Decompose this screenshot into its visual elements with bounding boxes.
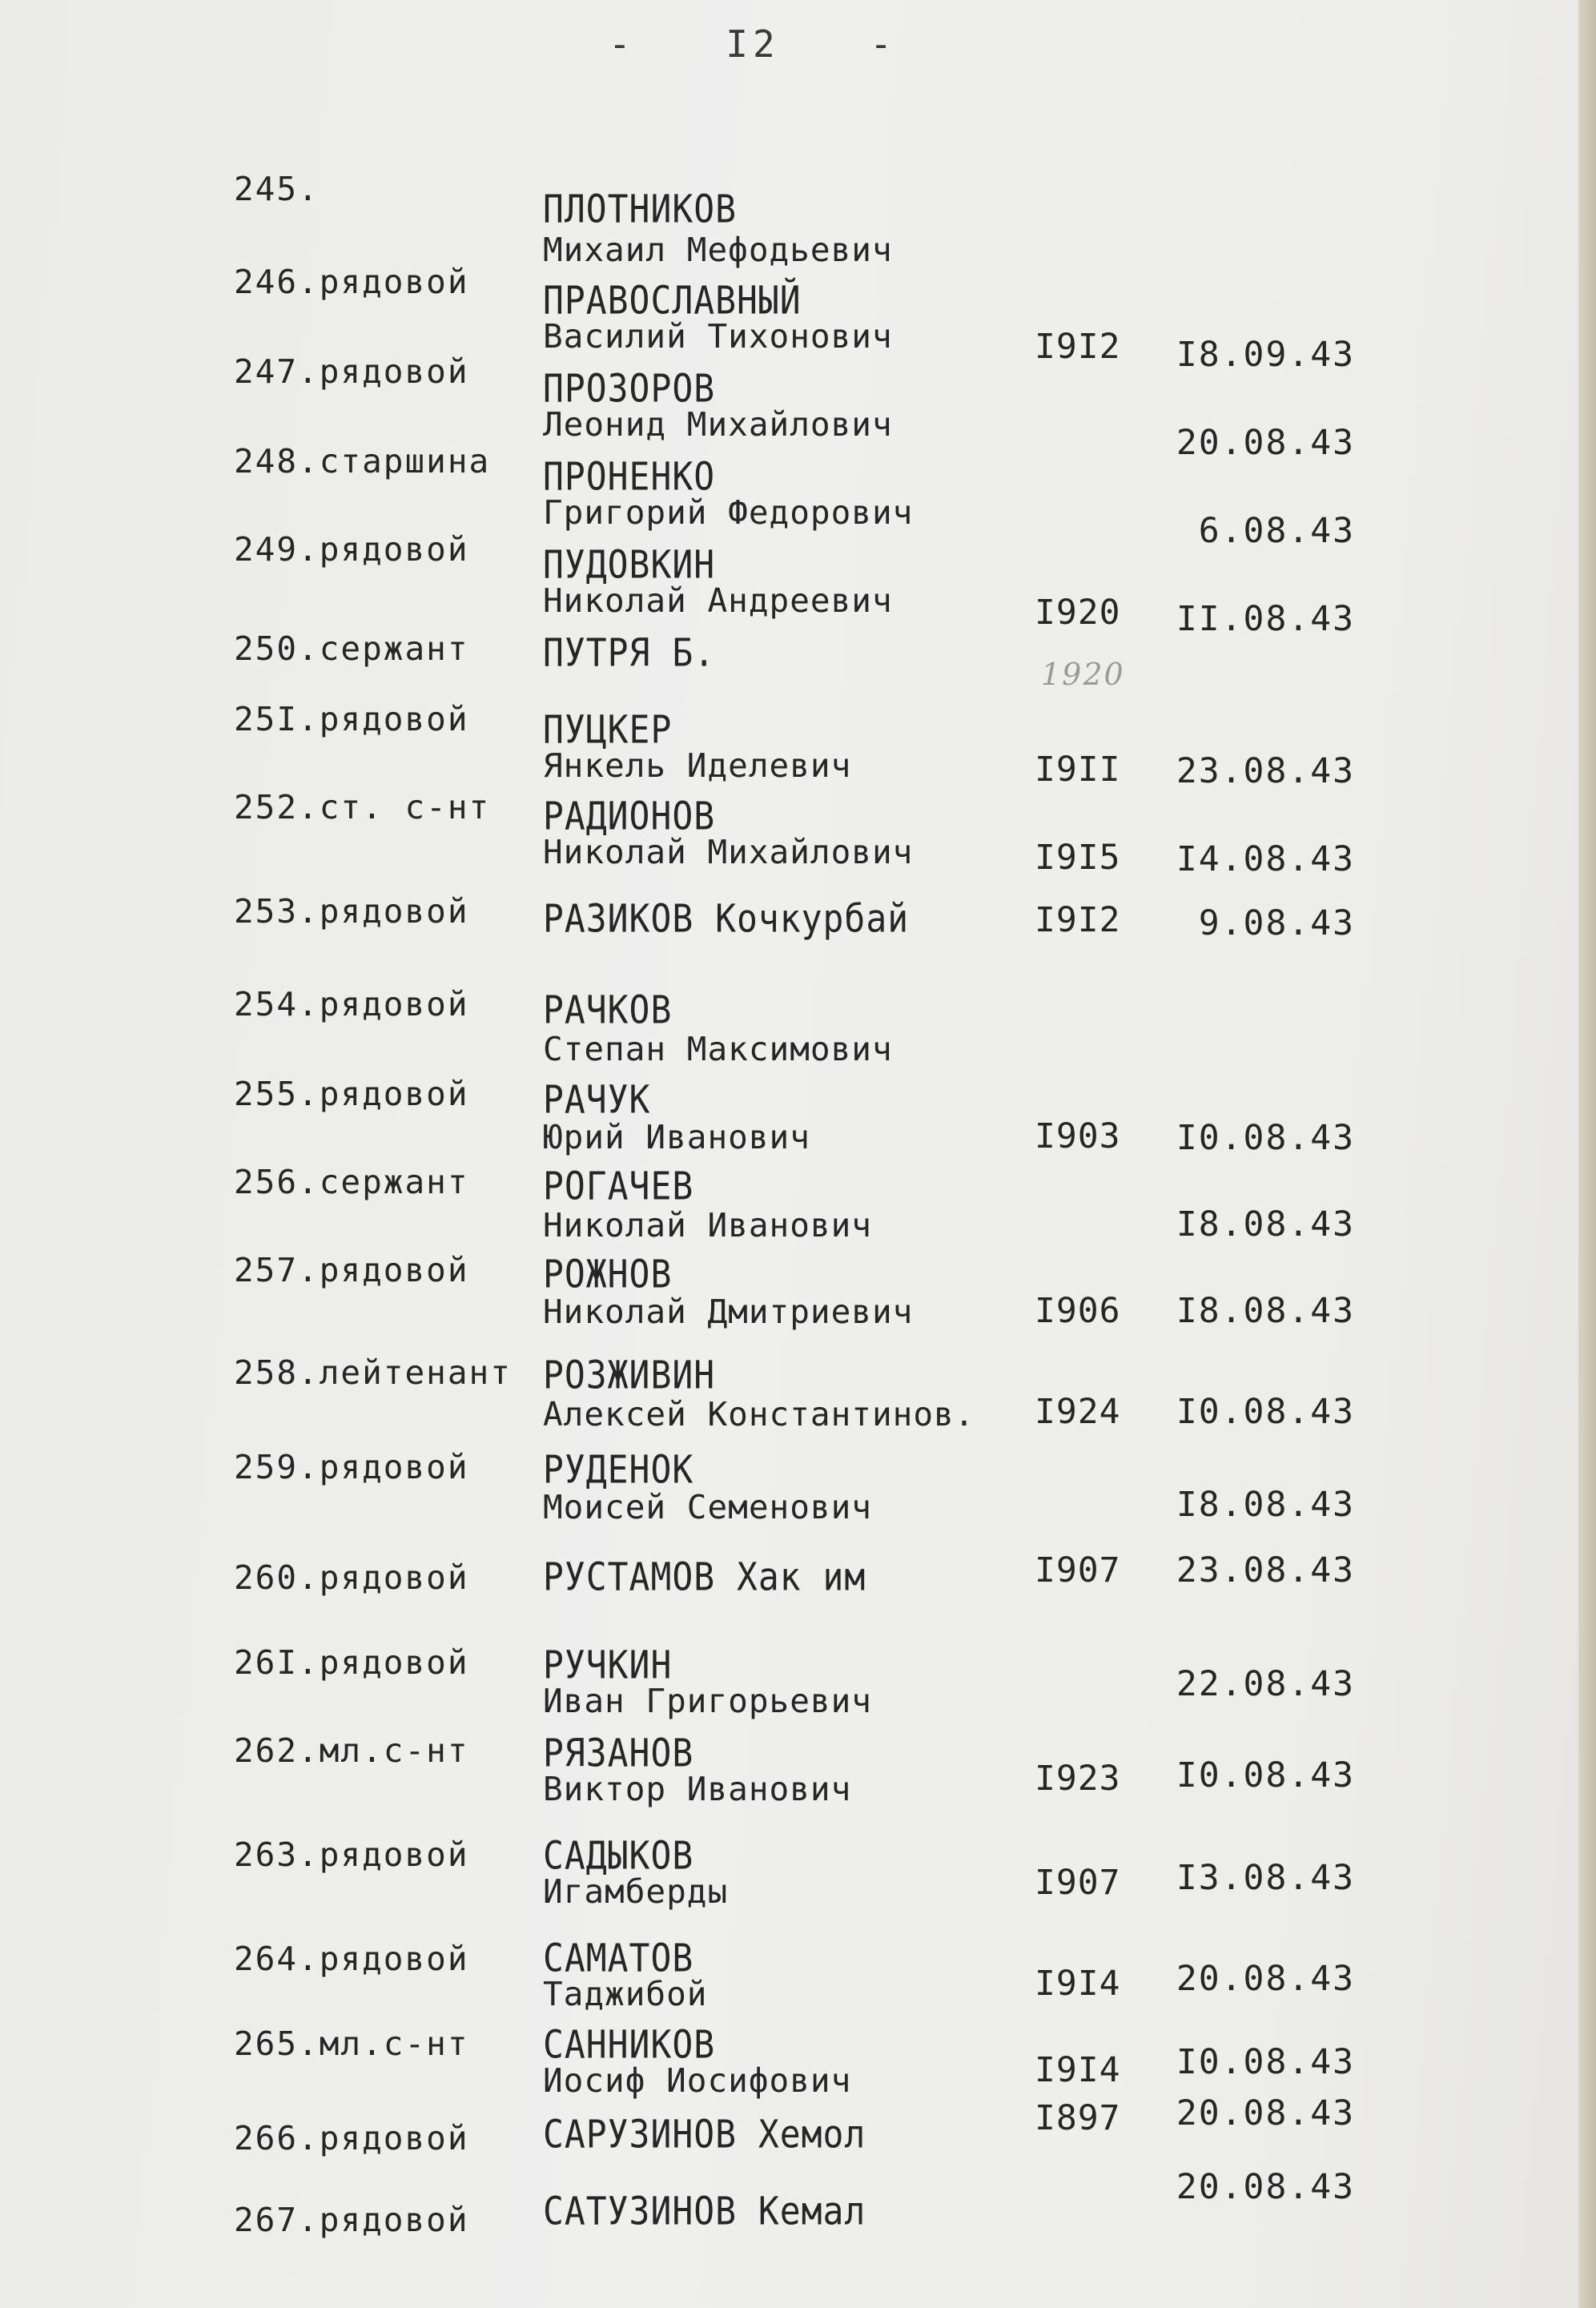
record-date: 23.08.43	[1176, 1550, 1355, 1590]
record-surname: ПУЦКЕР	[543, 708, 673, 753]
record-rank: рядовой	[319, 352, 469, 391]
record-rank: рядовой	[319, 1643, 469, 1682]
record-number: 255.	[234, 1075, 320, 1113]
page-number-dash-right: -	[870, 22, 897, 66]
record-rank: рядовой	[319, 985, 469, 1023]
record-surname: РУСТАМОВ Хак им	[543, 1555, 866, 1600]
record-number-rank	[234, 1075, 469, 1113]
page-number-dash-left: -	[609, 22, 636, 66]
record-number: 248.	[234, 442, 320, 480]
record-row	[0, 1163, 1596, 1251]
record-number: 246.	[234, 263, 320, 301]
record-given-names: Янкель Иделевич	[543, 746, 852, 785]
record-given-names: Николай Михайлович	[543, 833, 914, 871]
record-number-rank	[234, 1940, 469, 1978]
record-row	[0, 1731, 1596, 1819]
record-surname: ПУДОВКИН	[543, 543, 716, 588]
record-number: 260.	[234, 1558, 320, 1597]
record-number-rank	[234, 2025, 469, 2063]
record-row	[0, 1251, 1596, 1339]
record-surname: РОГАЧЕВ	[543, 1164, 694, 1209]
record-date: 20.08.43	[1176, 423, 1355, 463]
record-rank: рядовой	[319, 1448, 469, 1486]
record-date: 20.08.43	[1176, 2093, 1355, 2133]
record-rank: рядовой	[319, 1075, 469, 1113]
record-date: 20.08.43	[1176, 2167, 1355, 2207]
record-surname: САМАТОВ	[543, 1936, 694, 1981]
record-rank: рядовой	[319, 1558, 469, 1597]
record-number-rank	[234, 629, 469, 668]
record-number-rank	[234, 892, 469, 931]
record-given-names: Николай Иванович	[543, 1206, 872, 1244]
record-given-names: Николай Дмитриевич	[543, 1293, 914, 1331]
record-row	[0, 700, 1596, 791]
record-date: 6.08.43	[1198, 511, 1355, 551]
record-surname: ПРОЗОРОВ	[543, 367, 716, 412]
record-birth-year: I9I2	[1035, 900, 1121, 940]
record-surname: РОЗЖИВИН	[543, 1353, 716, 1398]
record-given-names: Виктор Иванович	[543, 1770, 852, 1808]
record-number: 265.	[234, 2025, 320, 2063]
record-date: 9.08.43	[1198, 903, 1355, 943]
record-rank: сержант	[319, 1163, 469, 1201]
record-birth-year: I923	[1035, 1759, 1121, 1799]
record-rank: рядовой	[319, 530, 469, 569]
record-birth-year: I907	[1035, 1863, 1121, 1903]
record-given-names: Алексей Константинов.	[543, 1395, 975, 1433]
page-number: I2	[726, 22, 780, 66]
record-number: 245.	[234, 170, 320, 208]
record-rank: рядовой	[319, 1251, 469, 1289]
record-date: I0.08.43	[1176, 2042, 1355, 2082]
record-date: I8.08.43	[1176, 1204, 1355, 1244]
record-surname: РАЗИКОВ Кочкурбай	[543, 897, 910, 942]
record-rank: рядовой	[319, 1940, 469, 1978]
record-date: I8.08.43	[1176, 1485, 1355, 1525]
record-surname: ПРАВОСЛАВНЫЙ	[543, 279, 802, 324]
record-rank: рядовой	[319, 700, 469, 738]
record-number-rank	[234, 2119, 469, 2157]
record-row	[0, 985, 1596, 1073]
record-surname: РУЧКИН	[543, 1643, 673, 1688]
record-birth-year: I9I4	[1035, 2050, 1121, 2090]
record-surname: РАЧУК	[543, 1078, 651, 1123]
record-number-rank	[234, 530, 469, 569]
record-number-rank	[234, 1731, 469, 1770]
record-given-names: Таджибой	[543, 1975, 708, 2013]
record-number: 252.	[234, 788, 320, 826]
record-row	[0, 1353, 1596, 1441]
record-date: I8.09.43	[1176, 335, 1355, 375]
record-number: 256.	[234, 1163, 320, 1201]
record-rank: старшина	[319, 442, 491, 480]
record-row	[0, 1550, 1596, 1639]
record-surname: САРУЗИНОВ Хемол	[543, 2113, 866, 2157]
record-number: 253.	[234, 892, 320, 931]
record-surname: ПУТРЯ Б.	[543, 631, 716, 676]
record-given-names: Моисей Семенович	[543, 1488, 872, 1526]
record-birth-year: I9I5	[1035, 838, 1121, 878]
record-number: 25I.	[234, 700, 320, 738]
record-surname: РУДЕНОК	[543, 1448, 694, 1493]
record-rank: сержант	[319, 629, 469, 668]
record-given-names: Иосиф Иосифович	[543, 2061, 852, 2100]
record-number: 249.	[234, 530, 320, 569]
record-birth-year: I906	[1035, 1291, 1121, 1331]
record-birth-year: I907	[1035, 1550, 1121, 1590]
record-rank: рядовой	[319, 2119, 469, 2157]
record-number-rank	[234, 1643, 469, 1682]
record-given-names: Игамберды	[543, 1872, 729, 1911]
record-given-names: Михаил Мефодьевич	[543, 231, 893, 269]
record-date: I4.08.43	[1176, 839, 1355, 879]
record-date: I0.08.43	[1176, 1392, 1355, 1432]
record-row	[0, 2167, 1596, 2255]
record-number: 257.	[234, 1251, 320, 1289]
record-birth-year: I920	[1035, 593, 1121, 633]
record-row	[0, 892, 1596, 980]
record-number: 259.	[234, 1448, 320, 1486]
record-rank: рядовой	[319, 892, 469, 931]
record-number-rank	[234, 788, 490, 826]
record-row	[0, 1075, 1596, 1163]
record-number-rank	[234, 1353, 512, 1392]
record-birth-year: I9II	[1035, 750, 1121, 790]
record-number: 250.	[234, 629, 320, 668]
record-surname: РОЖНОВ	[543, 1253, 673, 1297]
record-birth-year: I903	[1035, 1116, 1121, 1156]
record-given-names: Юрий Иванович	[543, 1118, 810, 1156]
record-given-names: Григорий Федорович	[543, 493, 914, 532]
record-rank: лейтенант	[319, 1353, 512, 1392]
record-rank: мл.с-нт	[319, 1731, 469, 1770]
page-number-header	[609, 22, 897, 66]
record-date: I3.08.43	[1176, 1858, 1355, 1898]
record-row	[0, 1836, 1596, 1924]
record-number: 266.	[234, 2119, 320, 2157]
record-given-names: Николай Андреевич	[543, 581, 893, 620]
record-birth-year: I9I2	[1035, 327, 1121, 367]
record-number-rank	[234, 700, 469, 738]
record-date: I0.08.43	[1176, 1118, 1355, 1158]
record-surname: ПРОНЕНКО	[543, 455, 716, 500]
record-number: 247.	[234, 352, 320, 391]
record-number: 263.	[234, 1836, 320, 1874]
pencil-annotation: 1920	[1041, 657, 1125, 692]
record-row	[0, 621, 1596, 710]
record-birth-year: I924	[1035, 1392, 1121, 1432]
record-surname: САДЫКОВ	[543, 1834, 694, 1879]
record-row	[0, 1938, 1596, 2026]
record-row	[0, 788, 1596, 879]
record-number-rank	[234, 170, 320, 208]
record-date: I0.08.43	[1176, 1755, 1355, 1795]
record-number-rank	[234, 1836, 469, 1874]
record-surname: РАДИОНОВ	[543, 794, 716, 839]
record-number: 267.	[234, 2201, 320, 2239]
record-number: 26I.	[234, 1643, 320, 1682]
record-row	[0, 1448, 1596, 1536]
record-surname: ПЛОТНИКОВ	[543, 187, 737, 232]
record-surname: РЯЗАНОВ	[543, 1731, 694, 1776]
record-rank: мл.с-нт	[319, 2025, 469, 2063]
record-number-rank	[234, 1448, 469, 1486]
record-number-rank	[234, 263, 469, 301]
record-date: 23.08.43	[1176, 751, 1355, 791]
record-given-names: Леонид Михайлович	[543, 405, 893, 444]
record-number-rank	[234, 1163, 469, 1201]
record-surname: САТУЗИНОВ Кемал	[543, 2189, 866, 2234]
record-row	[0, 170, 1596, 269]
record-number-rank	[234, 352, 469, 391]
record-number-rank	[234, 442, 490, 480]
record-given-names: Иван Григорьевич	[543, 1682, 872, 1720]
record-number-rank	[234, 985, 469, 1023]
record-rank: рядовой	[319, 1836, 469, 1874]
record-surname: САННИКОВ	[543, 2023, 716, 2068]
record-row	[0, 1643, 1596, 1731]
record-given-names: Степан Максимович	[543, 1030, 893, 1068]
record-row	[0, 530, 1596, 639]
record-number-rank	[234, 2201, 469, 2239]
record-rank: рядовой	[319, 263, 469, 301]
record-number-rank	[234, 1251, 469, 1289]
record-birth-year: I9I4	[1035, 1964, 1121, 2004]
record-date: 22.08.43	[1176, 1664, 1355, 1704]
record-date: 20.08.43	[1176, 1959, 1355, 1999]
record-rank: ст. с-нт	[319, 788, 491, 826]
record-number: 262.	[234, 1731, 320, 1770]
record-given-names: Василий Тихонович	[543, 317, 893, 356]
record-date: I8.08.43	[1176, 1291, 1355, 1331]
record-number: 258.	[234, 1353, 320, 1392]
record-number-rank	[234, 1558, 469, 1597]
record-date: II.08.43	[1176, 599, 1355, 639]
record-birth-year: I897	[1035, 2098, 1121, 2138]
record-surname: РАЧКОВ	[543, 988, 673, 1033]
record-number: 264.	[234, 1940, 320, 1978]
record-number: 254.	[234, 985, 320, 1023]
record-rank: рядовой	[319, 2201, 469, 2239]
